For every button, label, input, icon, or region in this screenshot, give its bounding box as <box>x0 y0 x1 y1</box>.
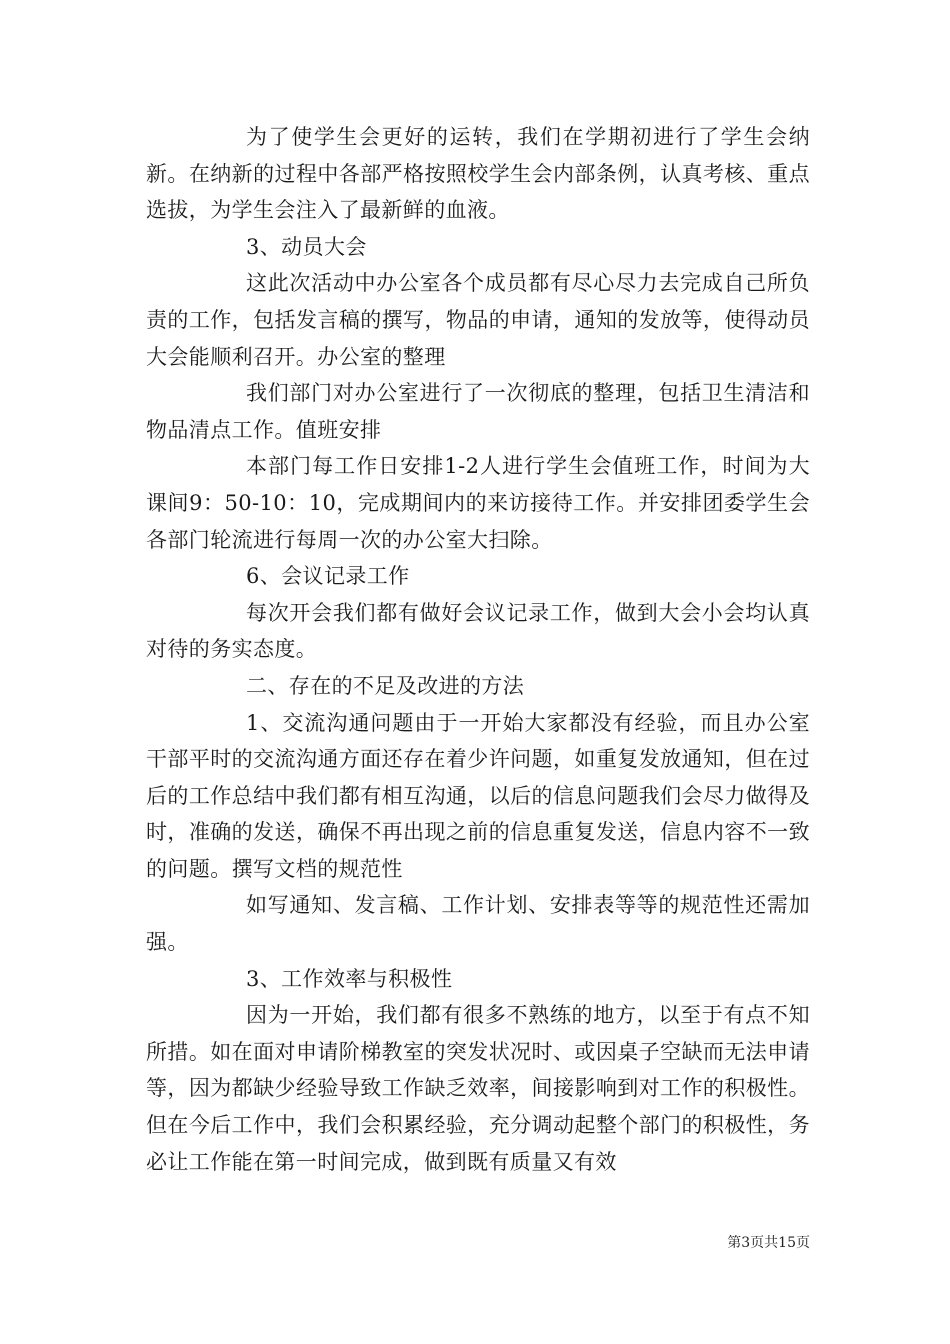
paragraph-meeting-minutes: 每次开会我们都有做好会议记录工作，做到大会小会均认真对待的务实态度。 <box>146 600 810 662</box>
page-number-footer: 第3页共15页 <box>727 1235 810 1251</box>
heading-shortcomings: 二、存在的不足及改进的方法 <box>246 673 525 698</box>
heading-efficiency: 3、工作效率与积极性 <box>246 966 453 991</box>
paragraph-communication-issues: 1、交流沟通问题由于一开始大家都没有经验，而且办公室干部平时的交流沟通方面还存在着少许问题，如重复发放通知，但在过后的工作总结中我们都有相互沟通，以后的信息问题我们会尽力做得及时，准确的发送，确保不再出现之前的信息重复发送，信息内容不一致的问题。撰写文档的规范性 <box>146 710 810 881</box>
heading-meeting-minutes: 6、会议记录工作 <box>246 564 410 589</box>
paragraph-mobilization-meeting: 这此次活动中办公室各个成员都有尽心尽力去完成自己所负责的工作，包括发言稿的撰写，物品的申请，通知的发放等，使得动员大会能顺利召开。办公室的整理 <box>146 271 810 369</box>
paragraph-document-standards: 如写通知、发言稿、工作计划、安排表等等的规范性还需加强。 <box>146 893 810 955</box>
document-body <box>146 119 810 1180</box>
paragraph-office-cleanup: 我们部门对办公室进行了一次彻底的整理，包括卫生清洁和物品清点工作。值班安排 <box>146 381 810 442</box>
paragraph-efficiency: 因为一开始，我们都有很多不熟练的地方，以至于有点不知所措。如在面对申请阶梯教室的突发状况时、或因桌子空缺而无法申请等，因为都缺少经验导致工作缺乏效率，间接影响到对工作的积极性。但在今后工作中，我们会积累经验，充分调动起整个部门的积极性，务必让工作能在第一时间完成，做到既有质量又有效 <box>146 1003 810 1174</box>
paragraph-student-union-recruitment: 为了使学生会更好的运转，我们在学期初进行了学生会纳新。在纳新的过程中各部严格按照校学生会内部条例，认真考核、重点选拔，为学生会注入了最新鲜的血液。 <box>146 125 810 223</box>
paragraph-duty-schedule: 本部门每工作日安排1-2人进行学生会值班工作，时间为大课间9：50-10：10，完成期间内的来访接待工作。并安排团委学生会各部门轮流进行每周一次的办公室大扫除。 <box>146 454 810 552</box>
heading-mobilization-meeting: 3、动员大会 <box>246 234 367 259</box>
